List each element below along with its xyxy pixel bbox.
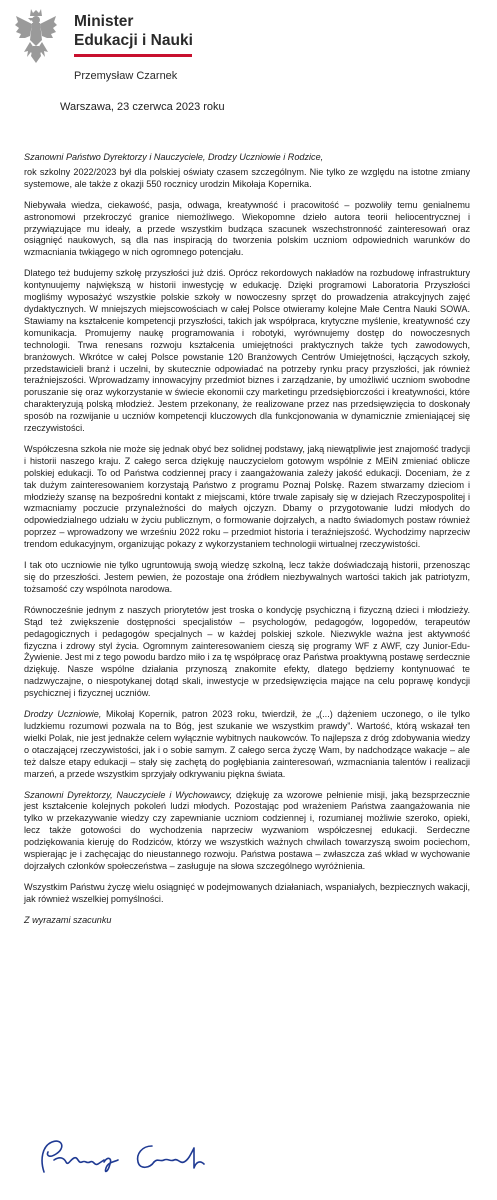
greeting: Szanowni Państwo Dyrektorzy i Nauczyciele, Drodzy Uczniowie i Rodzice, (24, 152, 324, 162)
paragraph-4: Współczesna szkoła nie może się jednak obyć bez solidnej podstawy, jaką niewątpliwie jest znajomość tradycji i historii naszego kraju. Z całego serca dziękuję nauczycielom gotowym wspólnie z MEiN zmieniać oblicze polskiej edukacji. To od Państwa codziennej pracy i zaangażowania zależy jakość edukacji. Doceniam, że z tak dużym zainteresowaniem korzystają Państwo z programu Poznaj Polskę. Razem stwarzamy dzieciom i młodzieży szansę na bezpośredni kontakt z miejscami, które trwale zapisały się w dziejach Rzeczypospolitej i wzmacniamy poczucie przynależności do małych ojczyzn. Dbamy o przygotowanie ludzi młodych do odpowiedzialnego udziału w życiu publicznym, o formowanie dojrzałych, a nadto świadomych postaw również poprzez – wprowadzony we wrześniu 2022 roku – przedmiot historia i teraźniejszość. Wychodzimy naprzeciw trendom edukacyjnym, organizując pokazy z wykorzystaniem technologii wirtualnej rzeczywistości. (24, 443, 470, 550)
polish-eagle-icon (14, 6, 58, 64)
paragraph-5: I tak oto uczniowie nie tylko ugruntowują swoją wiedzę szkolną, lecz także doświadczają historii, przenosząc się do przeszłości. Jestem pewien, że pozostaje ona źródłem niezbywalnych wartości takich jak patriotyzm, tożsamość czy wspólnota narodowa. (24, 560, 470, 594)
paragraph-8-lead: Szanowni Dyrektorzy, Nauczyciele i Wychowawcy, (24, 789, 233, 800)
paragraph-3: Dlatego też budujemy szkołę przyszłości już dziś. Oprócz rekordowych nakładów na rozbudowę infrastruktury kontynuujemy największą w historii inwestycję w edukację. Dzięki programowi Laboratoria Przyszłości mogliśmy wyposażyć wszystkie polskie szkoły w nowoczesny sprzęt do prowadzenia atrakcyjnych zajęć dydaktycznych. W mniejszych miejscowościach w całej Polsce otwieramy kolejne Małe Centra Nauki SOWA. Stawiamy na kształcenie kompetencji przyszłości, takich jak współpraca, krytyczne myślenie, kreatywność czy komunikacja. Promujemy naukę programowania i robotyki, wyrównujemy dostęp do nowoczesnych technologii. Trwa renesans rozwoju kształcenia umiejętności praktycznych także tych zawodowych, branżowych. Wkrótce w całej Polsce powstanie 120 Branżowych Centrów Umiejętności, łączących szkoły, przedstawicieli branż i uczelni, by skutecznie odpowiadać na potrzeby rynku pracy przyszłości, jak również teraźniejszości. Wprowadzamy innowacyjny przedmiot biznes i zarządzanie, by umożliwić uczniom swobodne poruszanie się oraz wykorzystanie w świecie ekonomii czy marketingu przedsiębiorczości i kreatywności, które charakteryzują polską młodzież. Jestem przekonany, że realizowane przez nas przedsięwzięcia to doskonały sposób na rozwijanie u uczniów kompetencji kluczowych dla funkcjonowania w dynamicznie zmieniającej się rzeczywistości. (24, 268, 470, 434)
paragraph-8-text: dziękuję za wzorowe pełnienie misji, jaką bezsprzecznie jest kształcenie kolejnych pokoleń ludzi młodych. Pozostając pod wrażeniem Państwa zaangażowania nie tylko w przekazywanie wiedzy czy zapewnianie uczniom codziennej i, rozumianej możliwie szeroko, opieki, lecz także gotowości do wychodzenia naprzeciw wyzwaniom współczesnej edukacji. Serdeczne podziękowania kieruję do Rodziców, którzy we wszystkich ważnych chwilach towarzyszą swoim pociechom, wspierając je i zachęcając do nieustannego rozwoju. Państwa postawa – zwłaszcza zaś wkład w wychowanie dojrzałych członków społeczeństwa – zasługuje na słowa szczególnego wyróżnienia. (24, 789, 470, 871)
paragraph-6: Równocześnie jednym z naszych priorytetów jest troska o kondycję psychiczną i fizyczną dzieci i młodzieży. Stąd też zwiększenie dostępności specjalistów – psychologów, pedagogów, logopedów, terapeutów pedagogicznych i pedagogów specjalnych – w każdej polskiej szkole. Niezwykle ważna jest aktywność fizyczna i zdrowy styl życia. Ogromnym zainteresowaniem cieszą się programy WF z AWF, czy Junior-Edu-Żywienie. Jest mi z tego powodu bardzo miło i za tę współpracę oraz Państwa proaktywną postawę serdecznie dziękuję. Nasze wspólne działania przynoszą znakomite efekty, dlatego będziemy kontynuować te nadzwyczajne, o niespotykanej dotąd skali, inwestycje w przedsięwzięcia mające na celu poprawę kondycji psychicznej i fizycznej uczniów. (24, 604, 470, 699)
paragraph-7-text: Mikołaj Kopernik, patron 2023 roku, twierdził, że „(...) dążeniem uczonego, o ile tylko ludzkiemu rozumowi pozwala na to Bóg, jest szukanie we wszystkim prawdy”. Wartość, którą wskazał ten wielki Polak, nie jest jednakże celem wyłącznie wybitnych naukowców. To najlepsza z dróg zdobywania wiedzy o otaczającej rzeczywistości, jak i o sobie samym. Z całego serca życzę Wam, by nadchodzące wakacje – ale też dalsze etapy edukacji – stały się zachętą do pogłębiania zainteresowań, wzmacniania talentów i realizacji marzeń, a przede wszystkim sprzyjały odkrywaniu piękna świata. (24, 709, 470, 779)
handwritten-signature (34, 1134, 224, 1180)
paragraph-2: Niebywała wiedza, ciekawość, pasja, odwaga, kreatywność i pracowitość – pozwoliły temu genialnemu astronomowi przekroczyć granice niemożliwego. Wiekopomne dzieło autora teorii heliocentrycznej i przywiązujące mu ideały, a przede wszystkim budząca szacunek wszechstronność zainteresowań oraz osiągnięć naukowych, są dla nas inspiracją do tworzenia polskim uczniom odpowiednich warunków do wzmacniania twkiągego w nich ogromnego potencjału. (24, 199, 470, 258)
letterhead (14, 6, 484, 84)
paragraph-7-lead: Drodzy Uczniowie, (24, 709, 102, 720)
minister-name: Przemysław Czarnek (74, 70, 178, 82)
paragraph-9: Wszystkim Państwu życzę wielu osiągnięć w podejmowanych działaniach, wspaniałych, bezpiecznych wakacji, jak również wszelkiej pomyślności. (24, 881, 470, 904)
date-line: Warszawa, 23 czerwca 2023 roku (60, 101, 225, 113)
accent-divider (74, 54, 192, 57)
closing: Z wyrazami szacunku (24, 914, 112, 925)
paragraph-7 (24, 709, 470, 780)
org-name (74, 12, 193, 50)
letter-body (24, 152, 470, 936)
paragraph-8 (24, 790, 470, 873)
paragraph-1: rok szkolny 2022/2023 był dla polskiej oświaty czasem szczególnym. Nie tylko ze względu na istotne zmiany systemowe, ale także z okazji 550 rocznicy urodzin Mikołaja Kopernika. (24, 166, 470, 189)
org-line-2: Edukacji i Nauki (74, 32, 193, 49)
org-line-1: Minister (74, 13, 134, 30)
